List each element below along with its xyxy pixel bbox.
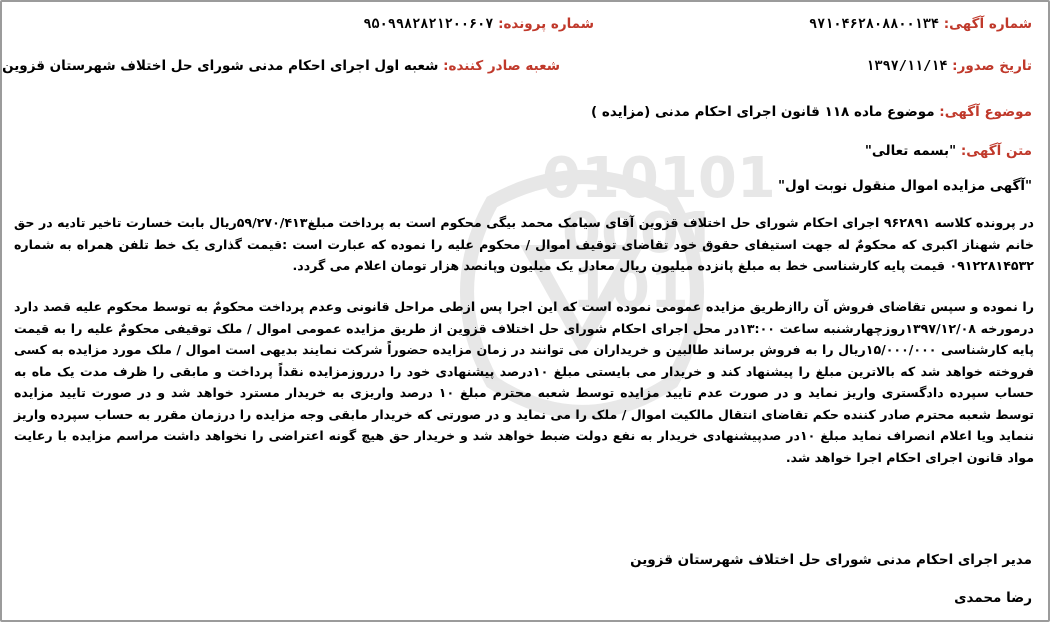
subject-value: موضوع ماده ۱۱۸ قانون اجرای احکام مدنی (مزایده ) xyxy=(591,104,935,120)
paragraph-1: در پرونده کلاسه ۹۶۲۸۹۱ اجرای احکام شورای حل اختلاف قزوین آقای سیامک محمد بیگی محکوم است به پرداخت مبلغ۵۹/۲۷۰/۴۱۳ریال بابت خسارت تاخیر تادیه در حق خانم شهناز اکبری که محکومٌ له جهت استیفای حقوق خود تقاضای توقیف اموال / محکوم علیه را نموده که عبارت است :قیمت گذاری یک خط تلفن همراه به شماره ۰۹۱۲۲۸۱۴۵۳۲ قیمت پایه کارشناسی خط به مبلغ پانزده میلیون ریال معادل یک میلیون وپانصد هزار تومان اعلام می گردد. xyxy=(14,215,1034,273)
notice-number: ۹۷۱۰۴۶۲۸۰۸۸۰۰۱۳۴ xyxy=(808,16,939,32)
issue-date-row xyxy=(866,58,1032,74)
case-number: ۹۵۰۹۹۸۲۸۲۱۲۰۰۶۰۷ xyxy=(363,16,494,32)
issue-date-label: تاریخ صدور: xyxy=(952,58,1032,74)
issuing-branch-label: شعبه صادر کننده: xyxy=(443,58,560,74)
notice-title: "آگهی مزایده اموال منقول نوبت اول" xyxy=(777,178,1032,194)
svg-text:0001: 0001 xyxy=(562,201,718,266)
issuing-branch-row xyxy=(2,58,560,74)
notice-number-row xyxy=(809,16,1032,32)
case-number-label: شماره پرونده: xyxy=(498,16,594,32)
subject-label: موضوع آگهی: xyxy=(939,104,1032,120)
issuing-branch: شعبه اول اجرای احکام مدنی شورای حل اختلاف شهرستان قزوین xyxy=(2,58,439,74)
subject-row xyxy=(591,104,1032,120)
issue-date: ۱۳۹۷/۱۱/۱۴ xyxy=(866,58,948,74)
notice-number-label: شماره آگهی: xyxy=(943,16,1032,32)
basmala: "بسمه تعالی" xyxy=(864,143,957,159)
svg-text:101: 101 xyxy=(572,256,689,321)
body-label: متن آگهی: xyxy=(960,143,1032,159)
svg-text:010101: 010101 xyxy=(542,146,776,211)
body-label-row xyxy=(865,143,1032,159)
case-number-row xyxy=(363,16,594,32)
paragraph-2: را نموده و سپس تقاضای فروش آن رااز‌طریق مزایده عمومی نموده است که این اجرا پس ازطی مراحل قانونی وعدم پرداخت محکومٌ به توسط محکوم علیه قصد دارد درمورخه ۱۳۹۷/۱۲/۰۸روزچهارشنبه ساعت ۱۳:۰۰در محل اجرای احکام شورای حل اختلاف قزوین از طریق مزایده عمومی اموال / ملک توقیفی محکومٌ علیه را به قیمت پایه کارشناسی ۱۵/۰۰۰/۰۰۰ریال را به فروش برساند طالبین و خریداران می توانند در زمان مزایده حضوراً شرکت نمایند بدیهی است اموال / ملک مورد مزایده به کسی فروخته خواهد شد که بالاترین مبلغ را پیشنهاد کند و خریدار می بایستی مبلغ ۱۰درصد پیشنهادی خود را درروزمزایده نقداً پرداخت و مابقی را ظرف مدت یک ماه به حساب سپرده دادگستری واریز نماید و در صورت عدم تایید مزایده توسط شعبه محترم مبلغ ۱۰ درصد واریزی به خریدار مسترد خواهد شد و در صورت تایید مزایده توسط شعبه محترم صادر کننده حکم تقاضای انتقال مالکیت اموال / ملک را می نماید و در صورتی که خریدار مابقی وجه مزایده را درزمان مقرر به حساب سپرده واریز ننماید ویا اعلام انصراف نماید مبلغ ۱۰در صدپیشنهادی خریدار به نفع دولت ضبط خواهد شد و خریدار حق هیچ گونه اعتراضی را نخواهد داشت مراسم مزایده با رعایت مواد قانون اجرای احکام اجرا خواهد شد. xyxy=(14,299,1034,465)
signature-name: رضا محمدی xyxy=(954,590,1032,606)
signature-title: مدیر اجرای احکام مدنی شورای حل اختلاف شهرستان قزوین xyxy=(630,552,1032,568)
